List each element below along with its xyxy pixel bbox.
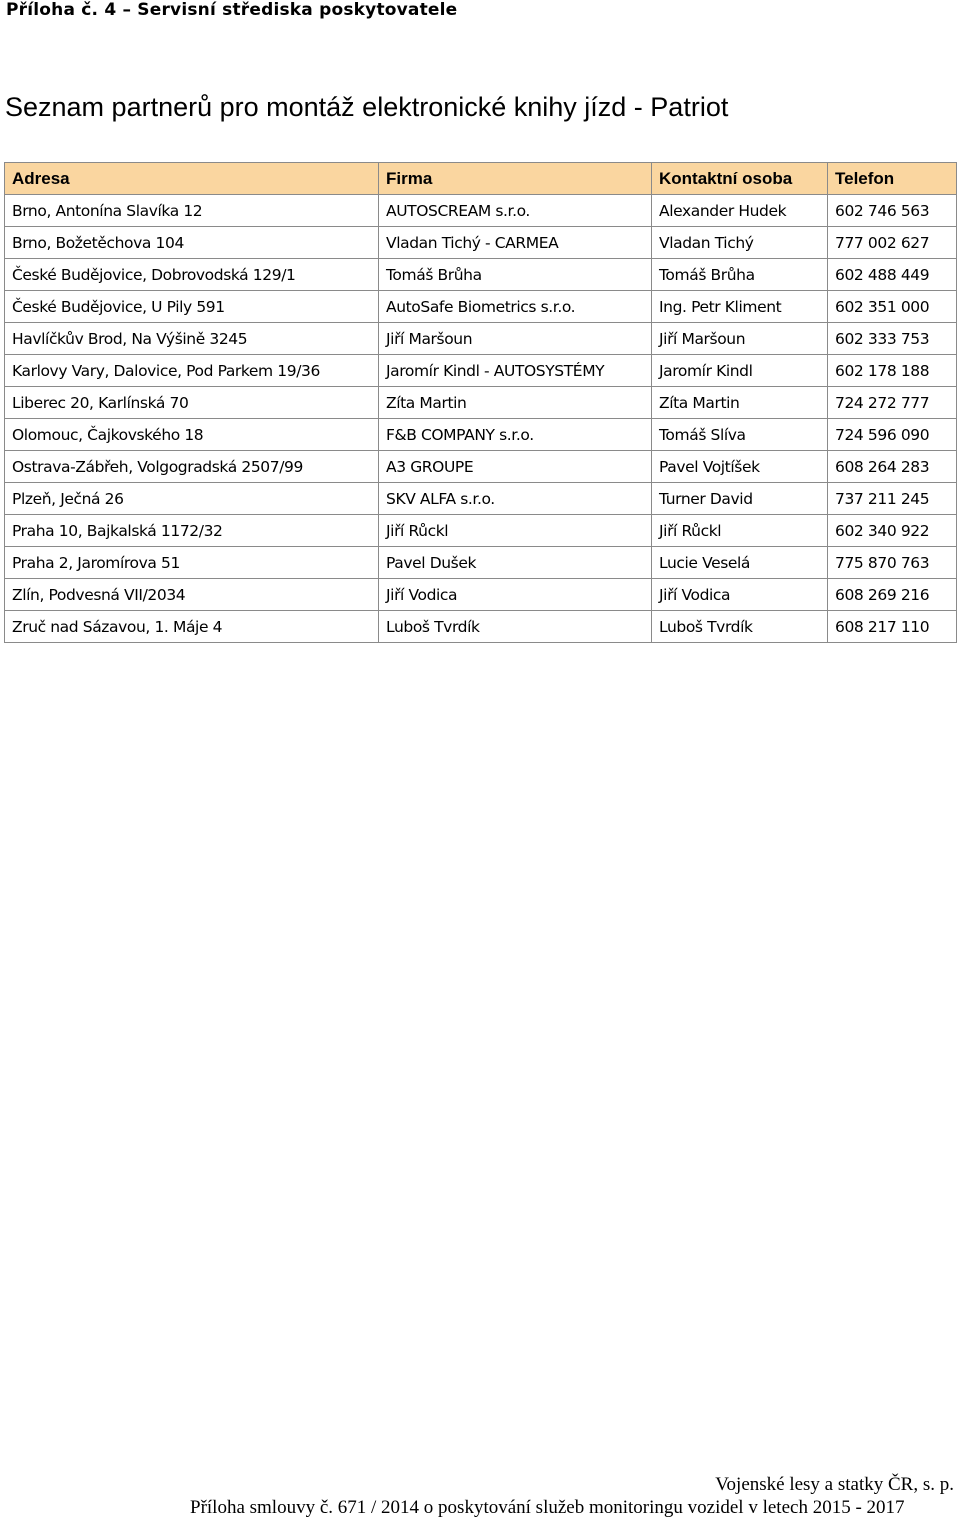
table-row (5, 483, 957, 515)
table-row (5, 515, 957, 547)
cell-phone: 602 178 188 (828, 355, 957, 387)
table-row (5, 195, 957, 227)
table-row (5, 451, 957, 483)
cell-address: Ostrava-Zábřeh, Volgogradská 2507/99 (5, 451, 379, 483)
cell-address: Karlovy Vary, Dalovice, Pod Parkem 19/36 (5, 355, 379, 387)
cell-contact: Vladan Tichý (652, 227, 828, 259)
column-header-address: Adresa (5, 163, 379, 195)
cell-address: Olomouc, Čajkovského 18 (5, 419, 379, 451)
cell-contact: Jiří Maršoun (652, 323, 828, 355)
cell-address: Liberec 20, Karlínská 70 (5, 387, 379, 419)
table-row (5, 611, 957, 643)
cell-contact: Turner David (652, 483, 828, 515)
table-row (5, 259, 957, 291)
cell-phone: 602 488 449 (828, 259, 957, 291)
table-header-row (5, 163, 957, 195)
cell-company: Pavel Dušek (379, 547, 652, 579)
cell-phone: 602 351 000 (828, 291, 957, 323)
cell-contact: Luboš Tvrdík (652, 611, 828, 643)
cell-company: AutoSafe Biometrics s.r.o. (379, 291, 652, 323)
cell-address: Zruč nad Sázavou, 1. Máje 4 (5, 611, 379, 643)
cell-contact: Alexander Hudek (652, 195, 828, 227)
cell-contact: Pavel Vojtíšek (652, 451, 828, 483)
cell-contact: Tomáš Brůha (652, 259, 828, 291)
cell-company: Jiří Vodica (379, 579, 652, 611)
footer-company: Vojenské lesy a statky ČR, s. p. (715, 1474, 954, 1495)
table-row (5, 419, 957, 451)
table-row (5, 547, 957, 579)
attachment-heading: Příloha č. 4 – Servisní střediska poskytovatele (6, 0, 458, 20)
table-row (5, 291, 957, 323)
table-row (5, 579, 957, 611)
table-row (5, 355, 957, 387)
cell-company: Jiří Růckl (379, 515, 652, 547)
cell-phone: 737 211 245 (828, 483, 957, 515)
cell-address: České Budějovice, Dobrovodská 129/1 (5, 259, 379, 291)
cell-contact: Ing. Petr Kliment (652, 291, 828, 323)
cell-company: Vladan Tichý - CARMEA (379, 227, 652, 259)
column-header-phone: Telefon (828, 163, 957, 195)
cell-contact: Tomáš Slíva (652, 419, 828, 451)
cell-phone: 602 746 563 (828, 195, 957, 227)
table-row (5, 323, 957, 355)
table-row (5, 227, 957, 259)
partners-table (4, 162, 957, 643)
document-title: Seznam partnerů pro montáž elektronické knihy jízd - Patriot (5, 92, 729, 122)
cell-phone: 602 333 753 (828, 323, 957, 355)
cell-company: Jiří Maršoun (379, 323, 652, 355)
cell-phone: 775 870 763 (828, 547, 957, 579)
cell-company: F&B COMPANY s.r.o. (379, 419, 652, 451)
cell-phone: 777 002 627 (828, 227, 957, 259)
cell-contact: Jiří Vodica (652, 579, 828, 611)
cell-phone: 602 340 922 (828, 515, 957, 547)
table-body (5, 195, 957, 643)
cell-contact: Jiří Růckl (652, 515, 828, 547)
cell-phone: 608 264 283 (828, 451, 957, 483)
footer-contract: Příloha smlouvy č. 671 / 2014 o poskytování služeb monitoringu vozidel v letech 2015 - 2017 (190, 1497, 905, 1518)
cell-contact: Zíta Martin (652, 387, 828, 419)
cell-phone: 608 269 216 (828, 579, 957, 611)
cell-company: Zíta Martin (379, 387, 652, 419)
cell-phone: 724 596 090 (828, 419, 957, 451)
cell-company: SKV ALFA s.r.o. (379, 483, 652, 515)
cell-company: Luboš Tvrdík (379, 611, 652, 643)
cell-address: Havlíčkův Brod, Na Výšině 3245 (5, 323, 379, 355)
cell-company: Jaromír Kindl - AUTOSYSTÉMY (379, 355, 652, 387)
cell-address: České Budějovice, U Pily 591 (5, 291, 379, 323)
cell-address: Brno, Antonína Slavíka 12 (5, 195, 379, 227)
cell-contact: Lucie Veselá (652, 547, 828, 579)
cell-address: Praha 2, Jaromírova 51 (5, 547, 379, 579)
cell-address: Brno, Božetěchova 104 (5, 227, 379, 259)
cell-address: Plzeň, Ječná 26 (5, 483, 379, 515)
table-row (5, 387, 957, 419)
cell-phone: 724 272 777 (828, 387, 957, 419)
cell-phone: 608 217 110 (828, 611, 957, 643)
cell-company: A3 GROUPE (379, 451, 652, 483)
cell-company: Tomáš Brůha (379, 259, 652, 291)
cell-address: Zlín, Podvesná VII/2034 (5, 579, 379, 611)
cell-contact: Jaromír Kindl (652, 355, 828, 387)
cell-address: Praha 10, Bajkalská 1172/32 (5, 515, 379, 547)
cell-company: AUTOSCREAM s.r.o. (379, 195, 652, 227)
column-header-company: Firma (379, 163, 652, 195)
column-header-contact: Kontaktní osoba (652, 163, 828, 195)
